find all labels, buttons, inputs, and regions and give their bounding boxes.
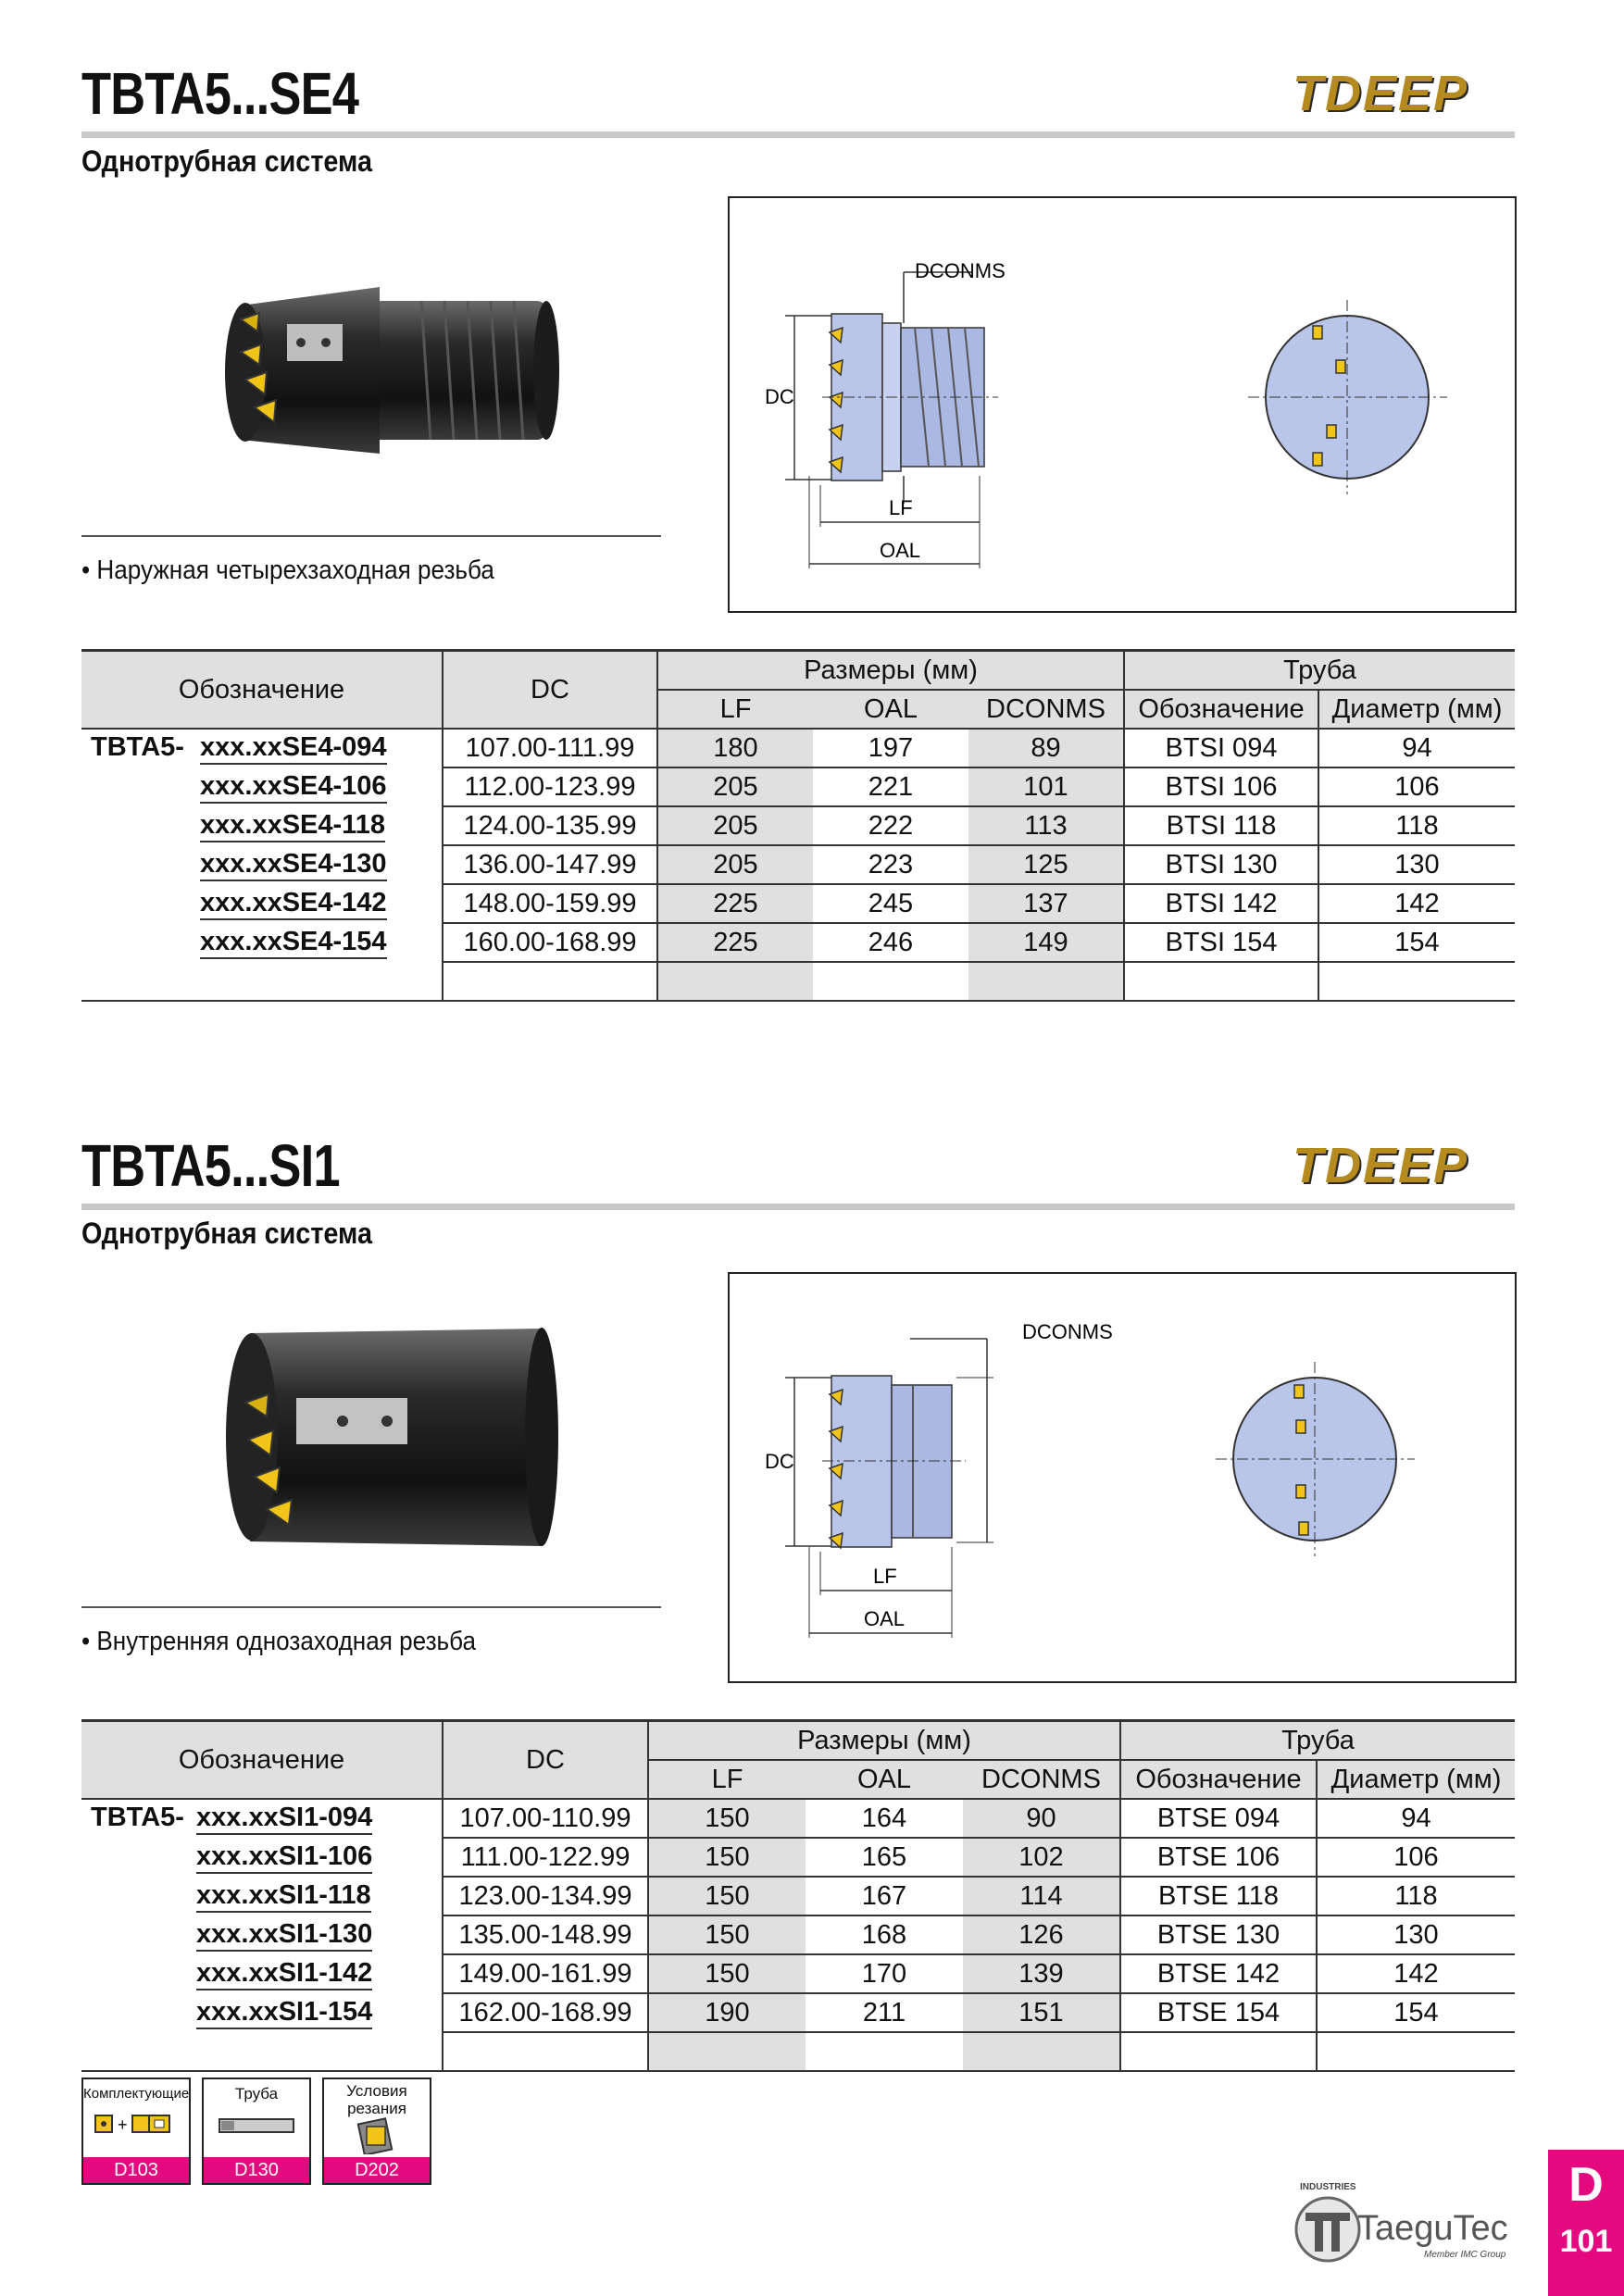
- section2-title-rule: [81, 1204, 1515, 1210]
- cell-diameter: 130: [1318, 845, 1515, 884]
- cell-lf: 150: [648, 1838, 806, 1877]
- cell-lf: 205: [657, 806, 813, 845]
- cell-diameter: 142: [1317, 1954, 1515, 1993]
- cell-diameter: 106: [1318, 767, 1515, 806]
- cell-dc: 112.00-123.99: [443, 767, 657, 806]
- table-row: [81, 729, 1515, 767]
- designation-code: xxx.xxSE4-106: [200, 771, 387, 804]
- table-row: [81, 1915, 1515, 1954]
- cell-tube: BTSI 118: [1124, 806, 1318, 845]
- section2-drawing-label-oal: OAL: [864, 1607, 906, 1630]
- cell-lf: 150: [648, 1877, 806, 1915]
- table-row-empty: [81, 2032, 1515, 2071]
- cell-tube: BTSE 130: [1120, 1915, 1317, 1954]
- cell-oal: 165: [806, 1838, 963, 1877]
- cell-oal: 223: [813, 845, 968, 884]
- svg-text:+: +: [118, 2115, 128, 2134]
- ref-icon-cutting-conditions-page[interactable]: D202: [324, 2157, 430, 2183]
- brand-top-text: INDUSTRIES: [1300, 2182, 1356, 2192]
- cell-dc: 162.00-168.99: [443, 1993, 648, 2032]
- section1-title-rule: [81, 131, 1515, 138]
- tube-icon: [210, 2108, 303, 2145]
- cell-diameter: 154: [1317, 1993, 1515, 2032]
- section2-drawing-box: [728, 1272, 1517, 1683]
- section2-bullet-rule: [81, 1606, 661, 1608]
- cell-tube: BTSE 094: [1120, 1799, 1317, 1838]
- cell-dc: 107.00-111.99: [443, 729, 657, 767]
- cell-dconms: 137: [968, 884, 1124, 923]
- cell-dconms: 125: [968, 845, 1124, 884]
- table-row: [81, 923, 1515, 962]
- brand-name: TaeguTec: [1357, 2209, 1508, 2248]
- cell-dconms: 126: [963, 1915, 1120, 1954]
- section2-drawing-label-dc: DC: [765, 1450, 794, 1473]
- cell-lf: 150: [648, 1915, 806, 1954]
- cell-dc: 160.00-168.99: [443, 923, 657, 962]
- designation-code: xxx.xxSE4-118: [200, 810, 385, 842]
- section1-bullet-rule: [81, 535, 661, 537]
- section2-title: TBTA5...SI1: [81, 1132, 340, 1199]
- cell-lf: 225: [657, 884, 813, 923]
- cell-oal: 197: [813, 729, 968, 767]
- page-number: 101: [1559, 2224, 1613, 2259]
- designation-prefix: TBTA5-: [91, 1803, 184, 1832]
- designation-code: xxx.xxSE4-094: [200, 732, 387, 765]
- cell-oal: 245: [813, 884, 968, 923]
- table-header-lf: LF: [648, 1760, 806, 1799]
- cell-lf: 225: [657, 923, 813, 962]
- designation-code: xxx.xxSE4-154: [200, 927, 387, 959]
- cell-tube: BTSE 154: [1120, 1993, 1317, 2032]
- cell-lf: 180: [657, 729, 813, 767]
- tdeep-logo: TDEEP: [1293, 66, 1469, 121]
- section1-drawing-box: [728, 196, 1517, 613]
- brand-tagline: Member IMC Group: [1424, 2250, 1506, 2260]
- cell-diameter: 94: [1317, 1799, 1515, 1838]
- designation-code: xxx.xxSI1-094: [196, 1803, 372, 1835]
- section1-drawing-label-dc: DC: [765, 385, 794, 408]
- cell-dconms: 114: [963, 1877, 1120, 1915]
- cell-diameter: 130: [1317, 1915, 1515, 1954]
- cell-dconms: 101: [968, 767, 1124, 806]
- cell-oal: 246: [813, 923, 968, 962]
- cell-diameter: 154: [1318, 923, 1515, 962]
- section2-technical-drawing: [730, 1274, 1515, 1681]
- cell-dc: 148.00-159.99: [443, 884, 657, 923]
- section1-drawing-label-dconms: DCONMS: [915, 259, 1006, 282]
- section1-feature-text: • Наружная четырехзаходная резьба: [81, 555, 494, 585]
- cell-dconms: 89: [968, 729, 1124, 767]
- table-row: [81, 884, 1515, 923]
- table-row: [81, 1877, 1515, 1915]
- section2-subtitle: Однотрубная система: [81, 1217, 373, 1250]
- table-header-dimensions: Размеры (мм): [648, 1721, 1120, 1761]
- cell-tube: BTSI 094: [1124, 729, 1318, 767]
- cell-dconms: 113: [968, 806, 1124, 845]
- cell-oal: 211: [806, 1993, 963, 2032]
- cell-oal: 167: [806, 1877, 963, 1915]
- tdeep-logo: TDEEP: [1293, 1138, 1469, 1193]
- cell-dc: 107.00-110.99: [443, 1799, 648, 1838]
- cell-dc: 124.00-135.99: [443, 806, 657, 845]
- table-row: [81, 1954, 1515, 1993]
- section1-drawing-label-oal: OAL: [880, 539, 921, 562]
- cell-dc: 149.00-161.99: [443, 1954, 648, 1993]
- designation-code: xxx.xxSI1-106: [196, 1841, 372, 1874]
- page-tab: [1548, 2150, 1624, 2296]
- table-header-dimensions: Размеры (мм): [657, 651, 1124, 691]
- ref-icon-tube-label: Труба: [234, 2085, 279, 2103]
- cell-tube: BTSI 142: [1124, 884, 1318, 923]
- page-tab-letter: D: [1568, 2158, 1604, 2212]
- ref-icon-accessories[interactable]: [81, 2078, 191, 2185]
- cell-tube: BTSI 106: [1124, 767, 1318, 806]
- table-row: [81, 1838, 1515, 1877]
- cutting-conditions-icon: [354, 2117, 400, 2154]
- cell-lf: 205: [657, 767, 813, 806]
- cell-lf: 150: [648, 1799, 806, 1838]
- cell-oal: 222: [813, 806, 968, 845]
- cell-tube: BTSE 142: [1120, 1954, 1317, 1993]
- cell-dconms: 151: [963, 1993, 1120, 2032]
- designation-code: xxx.xxSI1-130: [196, 1919, 372, 1952]
- cell-dconms: 90: [963, 1799, 1120, 1838]
- table-header-designation: Обозначение: [81, 651, 443, 730]
- table-header-tube-designation: Обозначение: [1124, 690, 1318, 729]
- section2-spec-table: [81, 1719, 1515, 2072]
- table-row-empty: [81, 962, 1515, 1001]
- ref-icon-cutting-conditions-label: Условия резания: [346, 2082, 407, 2117]
- designation-prefix: TBTA5-: [91, 732, 184, 762]
- ref-icon-accessories-label: Комплектующие: [83, 2086, 190, 2102]
- cell-lf: 190: [648, 1993, 806, 2032]
- table-row: [81, 845, 1515, 884]
- table-header-dconms: DCONMS: [963, 1760, 1120, 1799]
- section1-spec-table: [81, 649, 1515, 1002]
- cell-tube: BTSE 118: [1120, 1877, 1317, 1915]
- cell-dconms: 149: [968, 923, 1124, 962]
- cell-dc: 136.00-147.99: [443, 845, 657, 884]
- table-header-oal: OAL: [813, 690, 968, 729]
- taegutec-logo-mark: [1291, 2192, 1365, 2266]
- cell-lf: 150: [648, 1954, 806, 1993]
- table-header-oal: OAL: [806, 1760, 963, 1799]
- table-header-designation: Обозначение: [81, 1721, 443, 1800]
- table-row: [81, 806, 1515, 845]
- table-row: [81, 767, 1515, 806]
- section2-drawing-label-dconms: DCONMS: [1022, 1320, 1113, 1343]
- section1-title: TBTA5...SE4: [81, 60, 359, 127]
- cell-oal: 170: [806, 1954, 963, 1993]
- cell-diameter: 94: [1318, 729, 1515, 767]
- table-header-dc: DC: [443, 651, 657, 730]
- accessories-icon: [90, 2106, 182, 2143]
- table-header-dconms: DCONMS: [968, 690, 1124, 729]
- cell-dc: 135.00-148.99: [443, 1915, 648, 1954]
- tool-photo-si1: [222, 1324, 565, 1555]
- designation-code: xxx.xxSI1-154: [196, 1997, 372, 2029]
- cell-diameter: 118: [1318, 806, 1515, 845]
- cell-oal: 221: [813, 767, 968, 806]
- designation-code: xxx.xxSI1-142: [196, 1958, 372, 1990]
- ref-icon-cutting-conditions[interactable]: [322, 2078, 431, 2185]
- cell-dconms: 102: [963, 1838, 1120, 1877]
- ref-icon-tube-page[interactable]: D130: [204, 2157, 309, 2183]
- table-row: [81, 1799, 1515, 1838]
- cell-lf: 205: [657, 845, 813, 884]
- tool-photo-se4: [222, 268, 565, 472]
- cell-tube: BTSI 130: [1124, 845, 1318, 884]
- table-header-tube: Труба: [1124, 651, 1515, 691]
- cell-dc: 111.00-122.99: [443, 1838, 648, 1877]
- ref-icon-tube[interactable]: [202, 2078, 311, 2185]
- table-header-tube-diameter: Диаметр (мм): [1318, 690, 1515, 729]
- cell-dconms: 139: [963, 1954, 1120, 1993]
- cell-diameter: 106: [1317, 1838, 1515, 1877]
- cell-dc: 123.00-134.99: [443, 1877, 648, 1915]
- cell-tube: BTSI 154: [1124, 923, 1318, 962]
- cell-diameter: 142: [1318, 884, 1515, 923]
- designation-code: xxx.xxSI1-118: [196, 1880, 371, 1913]
- cell-diameter: 118: [1317, 1877, 1515, 1915]
- table-header-tube: Труба: [1120, 1721, 1515, 1761]
- designation-code: xxx.xxSE4-130: [200, 849, 387, 881]
- table-header-dc: DC: [443, 1721, 648, 1800]
- section1-drawing-label-lf: LF: [889, 496, 913, 519]
- table-header-tube-diameter: Диаметр (мм): [1317, 1760, 1515, 1799]
- designation-code: xxx.xxSE4-142: [200, 888, 387, 920]
- section2-drawing-label-lf: LF: [873, 1565, 897, 1588]
- cell-tube: BTSE 106: [1120, 1838, 1317, 1877]
- table-header-tube-designation: Обозначение: [1120, 1760, 1317, 1799]
- cell-oal: 168: [806, 1915, 963, 1954]
- section1-subtitle: Однотрубная система: [81, 144, 373, 178]
- section1-technical-drawing: [730, 198, 1515, 611]
- ref-icon-accessories-page[interactable]: D103: [83, 2157, 189, 2183]
- section2-feature-text: • Внутренняя однозаходная резьба: [81, 1627, 477, 1656]
- table-row: [81, 1993, 1515, 2032]
- cell-oal: 164: [806, 1799, 963, 1838]
- table-header-lf: LF: [657, 690, 813, 729]
